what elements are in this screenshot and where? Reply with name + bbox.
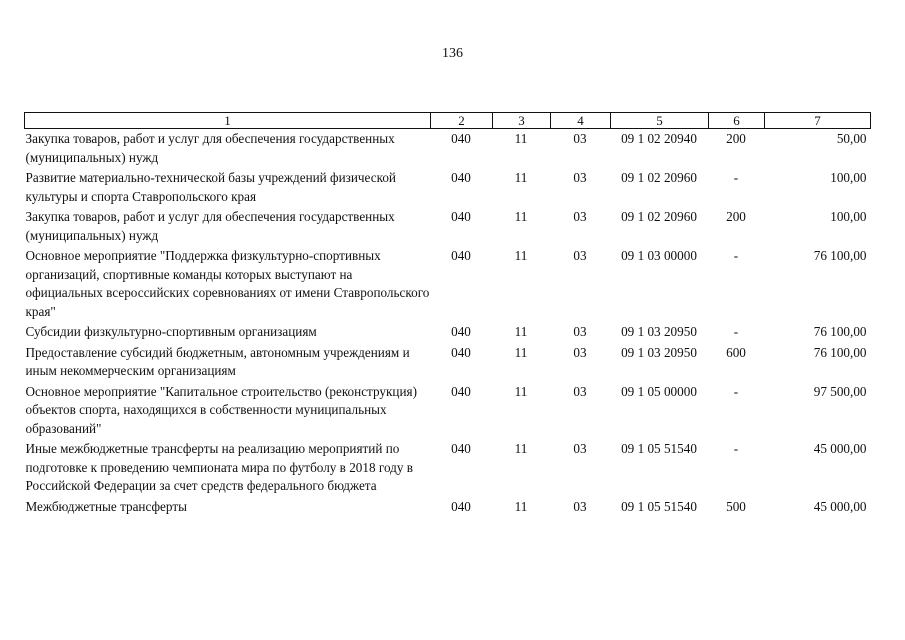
row-code-5: 09 1 02 20960: [621, 170, 697, 185]
table-row: [25, 439, 871, 497]
row-code-6: 600: [726, 344, 746, 360]
table-row: [25, 497, 871, 518]
row-code-2: 040: [451, 131, 471, 146]
row-name: Закупка товаров, работ и услуг для обеспечения государственных (муниципальных) нужд: [25, 209, 395, 243]
row-code-6: 500: [726, 498, 746, 514]
row-code-4: 03: [573, 170, 587, 185]
row-code-4: 03: [573, 131, 587, 146]
row-code-4: 03: [573, 498, 587, 514]
header-col-7: 7: [765, 113, 871, 129]
table-row: [25, 322, 871, 343]
row-amount: 45 000,00: [813, 498, 867, 514]
row-code-6: -: [733, 248, 739, 263]
page-number: 136: [442, 46, 463, 61]
row-code-6: -: [733, 324, 739, 339]
row-code-6: -: [733, 170, 739, 185]
row-code-3: 11: [514, 248, 528, 263]
row-code-6: -: [733, 441, 739, 456]
row-code-3: 11: [514, 344, 528, 360]
row-code-2: 040: [451, 498, 471, 514]
row-code-4: 03: [573, 383, 587, 399]
table-row: [25, 168, 871, 207]
row-code-2: 040: [451, 209, 471, 224]
row-code-5: 09 1 03 20950: [621, 344, 697, 360]
row-code-6: 200: [726, 131, 746, 146]
row-name: Иные межбюджетные трансферты на реализацию мероприятий по подготовке к проведению чемпионата мира по футболу в 2018 году в Российской Федерации за счет средств федерального бюджета: [25, 441, 413, 493]
table-row: [25, 129, 871, 169]
table-row: [25, 207, 871, 246]
header-col-6: 6: [709, 113, 765, 129]
row-amount: 100,00: [830, 209, 867, 224]
row-amount: 97 500,00: [813, 383, 867, 399]
row-code-2: 040: [451, 170, 471, 185]
row-code-5: 09 1 03 20950: [621, 324, 697, 339]
row-code-2: 040: [451, 441, 471, 456]
row-code-2: 040: [451, 248, 471, 263]
table-row: [25, 246, 871, 322]
row-code-4: 03: [573, 441, 587, 456]
row-amount: 45 000,00: [813, 441, 867, 456]
row-amount: 76 100,00: [813, 344, 867, 360]
row-code-5: 09 1 02 20960: [621, 209, 697, 224]
table-header-row: [25, 113, 871, 129]
header-col-3: 3: [493, 113, 551, 129]
row-code-6: -: [733, 383, 739, 399]
table-row: [25, 382, 871, 440]
header-col-5: 5: [611, 113, 709, 129]
row-name: Межбюджетные трансферты: [25, 498, 187, 514]
row-code-5: 09 1 05 51540: [621, 441, 697, 456]
row-code-5: 09 1 05 51540: [621, 498, 697, 514]
header-col-2: 2: [431, 113, 493, 129]
row-name: Субсидии физкультурно-спортивным организациям: [25, 324, 317, 339]
row-code-5: 09 1 05 00000: [621, 383, 697, 399]
row-name: Основное мероприятие "Капитальное строительство (реконструкция) объектов спорта, находящихся в собственности муниципальных образований": [25, 383, 417, 436]
budget-table: [24, 112, 871, 517]
row-amount: 76 100,00: [813, 324, 867, 339]
row-code-6: 200: [726, 209, 746, 224]
row-code-4: 03: [573, 324, 587, 339]
row-amount: 76 100,00: [813, 248, 867, 263]
row-code-3: 11: [514, 383, 528, 399]
row-code-2: 040: [451, 383, 471, 399]
table-row: [25, 343, 871, 382]
row-name: Закупка товаров, работ и услуг для обеспечения государственных (муниципальных) нужд: [25, 131, 395, 165]
row-name: Основное мероприятие "Поддержка физкультурно-спортивных организаций, спортивные команды которых выступают на официальных всероссийских соревнованиях от имени Ставропольского края": [25, 248, 430, 319]
row-code-3: 11: [514, 209, 528, 224]
row-amount: 100,00: [830, 170, 867, 185]
row-code-4: 03: [573, 344, 587, 360]
row-code-4: 03: [573, 248, 587, 263]
row-amount: 50,00: [836, 131, 867, 146]
row-code-3: 11: [514, 131, 528, 146]
header-col-1: 1: [25, 113, 431, 129]
row-code-4: 03: [573, 209, 587, 224]
row-name: Предоставление субсидий бюджетным, автономным учреждениям и иным некоммерческим организациям: [25, 344, 410, 378]
row-code-5: 09 1 02 20940: [621, 131, 697, 146]
row-code-5: 09 1 03 00000: [621, 248, 697, 263]
header-col-4: 4: [551, 113, 611, 129]
row-code-3: 11: [514, 170, 528, 185]
row-code-2: 040: [451, 344, 471, 360]
row-code-2: 040: [451, 324, 471, 339]
row-name: Развитие материально-технической базы учреждений физической культуры и спорта Ставропольского края: [25, 170, 396, 204]
row-code-3: 11: [514, 324, 528, 339]
row-code-3: 11: [514, 498, 528, 514]
row-code-3: 11: [514, 441, 528, 456]
